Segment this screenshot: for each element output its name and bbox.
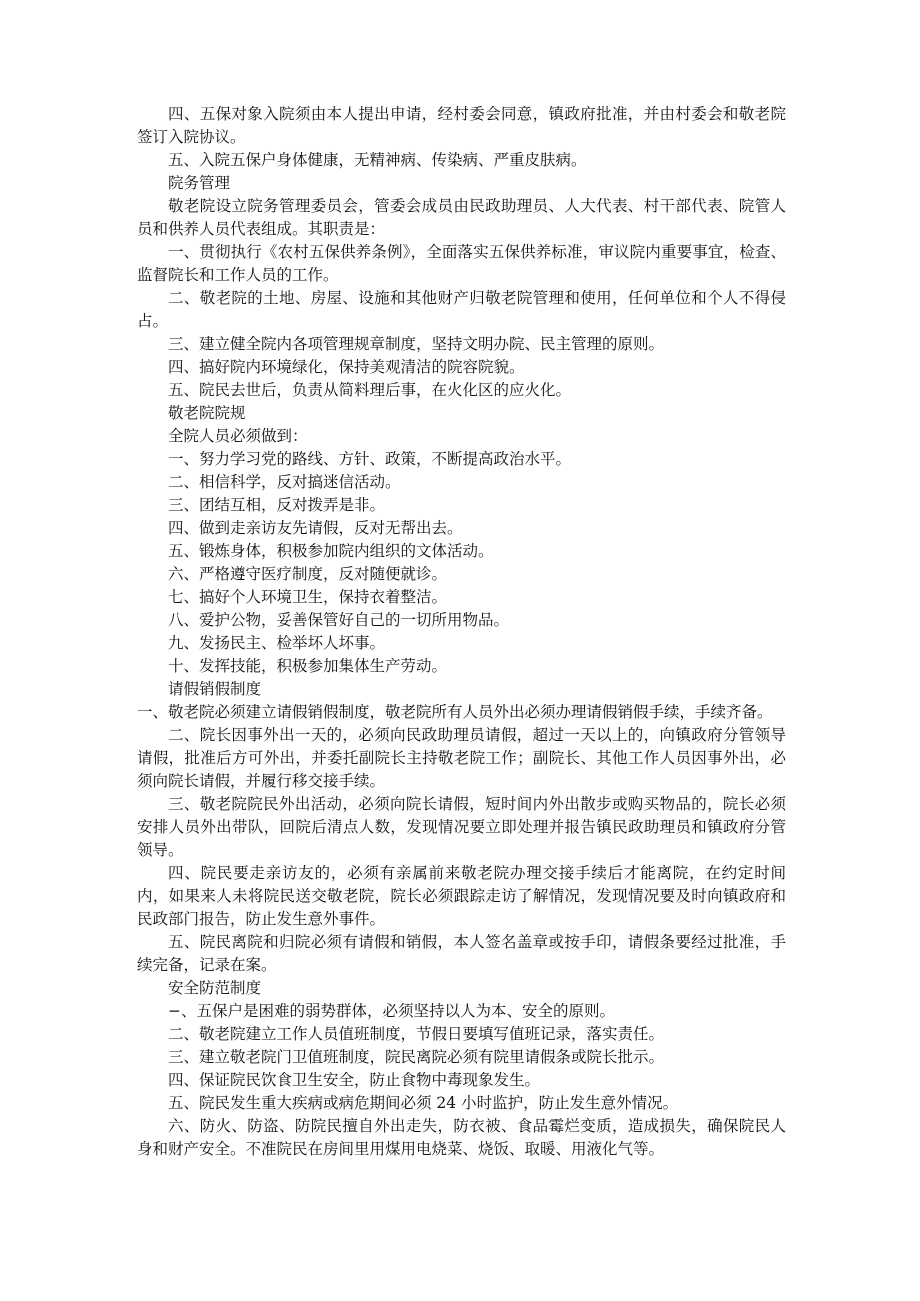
paragraph: 请假销假制度 (168, 680, 262, 698)
paragraph: 九、发扬民主、检举坏人坏事。 (168, 634, 386, 652)
paragraph: 六、防火、防盗、防院民擅自外出走失，防衣被、食品霉烂变质，造成损失，确保院民人身和财产安全。不准院民在房间里用煤用电烧菜、烧饭、取暖、用液化气等。 (137, 1117, 786, 1158)
paragraph: 二、敬老院建立工作人员值班制度，节假日要填写值班记录，落实责任。 (168, 1025, 665, 1043)
paragraph: 六、严格遵守医疗制度，反对随便就诊。 (168, 565, 448, 583)
paragraph: 四、做到走亲访友先请假，反对无帮出去。 (168, 519, 463, 537)
paragraph: 一、努力学习党的路线、方针、政策，不断提高政治水平。 (168, 450, 572, 468)
paragraph: 五、院民离院和归院必须有请假和销假，本人签名盖章或按手印，请假条要经过批准，手续完备，记录在案。 (137, 933, 786, 974)
paragraph: 五、院民去世后，负责从简料理后事，在火化区的应火化。 (168, 381, 572, 399)
paragraph: 全院人员必须做到： (168, 427, 308, 445)
paragraph: 七、搞好个人环境卫生，保持衣着整洁。 (168, 588, 448, 606)
paragraph: 十、发挥技能，积极参加集体生产劳动。 (168, 657, 448, 675)
paragraph: 二、院长因事外出一天的，必须向民政助理员请假，超过一天以上的，向镇政府分管领导请假，批准后方可外出，并委托副院长主持敬老院工作；副院长、其他工作人员因事外出，必须向院长请假，并履行移交接手续。 (137, 726, 786, 790)
paragraph: 一、贯彻执行《农村五保供养条例》，全面落实五保供养标准，审议院内重要事宜，检查、监督院长和工作人员的工作。 (137, 243, 786, 284)
paragraph: 院务管理 (168, 174, 231, 192)
paragraph: 三、建立健全院内各项管理规章制度，坚持文明办院、民主管理的原则。 (168, 335, 665, 353)
paragraph: 四、保证院民饮食卫生安全，防止食物中毒现象发生。 (168, 1071, 541, 1089)
paragraph: 五、入院五保户身体健康，无精神病、传染病、严重皮肤病。 (168, 151, 587, 169)
paragraph: 三、建立敬老院门卫值班制度，院民离院必须有院里请假条或院长批示。 (168, 1048, 665, 1066)
paragraph: 五、院民发生重大疾病或病危期间必须 24 小时监护，防止发生意外情况。 (168, 1094, 679, 1112)
document-body (137, 103, 786, 1161)
paragraph: 安全防范制度 (168, 979, 262, 997)
paragraph: 四、五保对象入院须由本人提出申请，经村委会同意，镇政府批准，并由村委会和敬老院签订入院协议。 (137, 105, 786, 146)
paragraph: 四、搞好院内环境绿化，保持美观清洁的院容院貌。 (168, 358, 525, 376)
paragraph: −、五保户是困难的弱势群体，必须坚持以人为本、安全的原则。 (168, 1002, 615, 1020)
paragraph: 四、院民要走亲访友的，必须有亲属前来敬老院办理交接手续后才能离院，在约定时间内，如果来人未将院民送交敬老院，院长必须跟踪走访了解情况，发现情况要及时向镇政府和民政部门报告，防止发生意外事件。 (137, 864, 786, 928)
paragraph: 八、爱护公物，妥善保管好自己的一切所用物品。 (168, 611, 510, 629)
paragraph: 三、团结互相，反对拨弄是非。 (168, 496, 386, 514)
paragraph: 二、敬老院的土地、房屋、设施和其他财产归敬老院管理和使用，任何单位和个人不得侵占。 (137, 289, 786, 330)
paragraph: 敬老院院规 (168, 404, 246, 422)
paragraph: 敬老院设立院务管理委员会，管委会成员由民政助理员、人大代表、村干部代表、院管人员和供养人员代表组成。其职责是： (137, 197, 786, 238)
paragraph: 五、锻炼身体，积极参加院内组织的文体活动。 (168, 542, 494, 560)
paragraph: 二、相信科学，反对搞迷信活动。 (168, 473, 401, 491)
paragraph: 三、敬老院院民外出活动，必须向院长请假，短时间内外出散步或购买物品的，院长必须安排人员外出带队，回院后清点人数，发现情况要立即处理并报告镇民政助理员和镇政府分管领导。 (137, 795, 786, 859)
paragraph: 一、敬老院必须建立请假销假制度，敬老院所有人员外出必须办理请假销假手续，手续齐备。 (137, 703, 773, 721)
